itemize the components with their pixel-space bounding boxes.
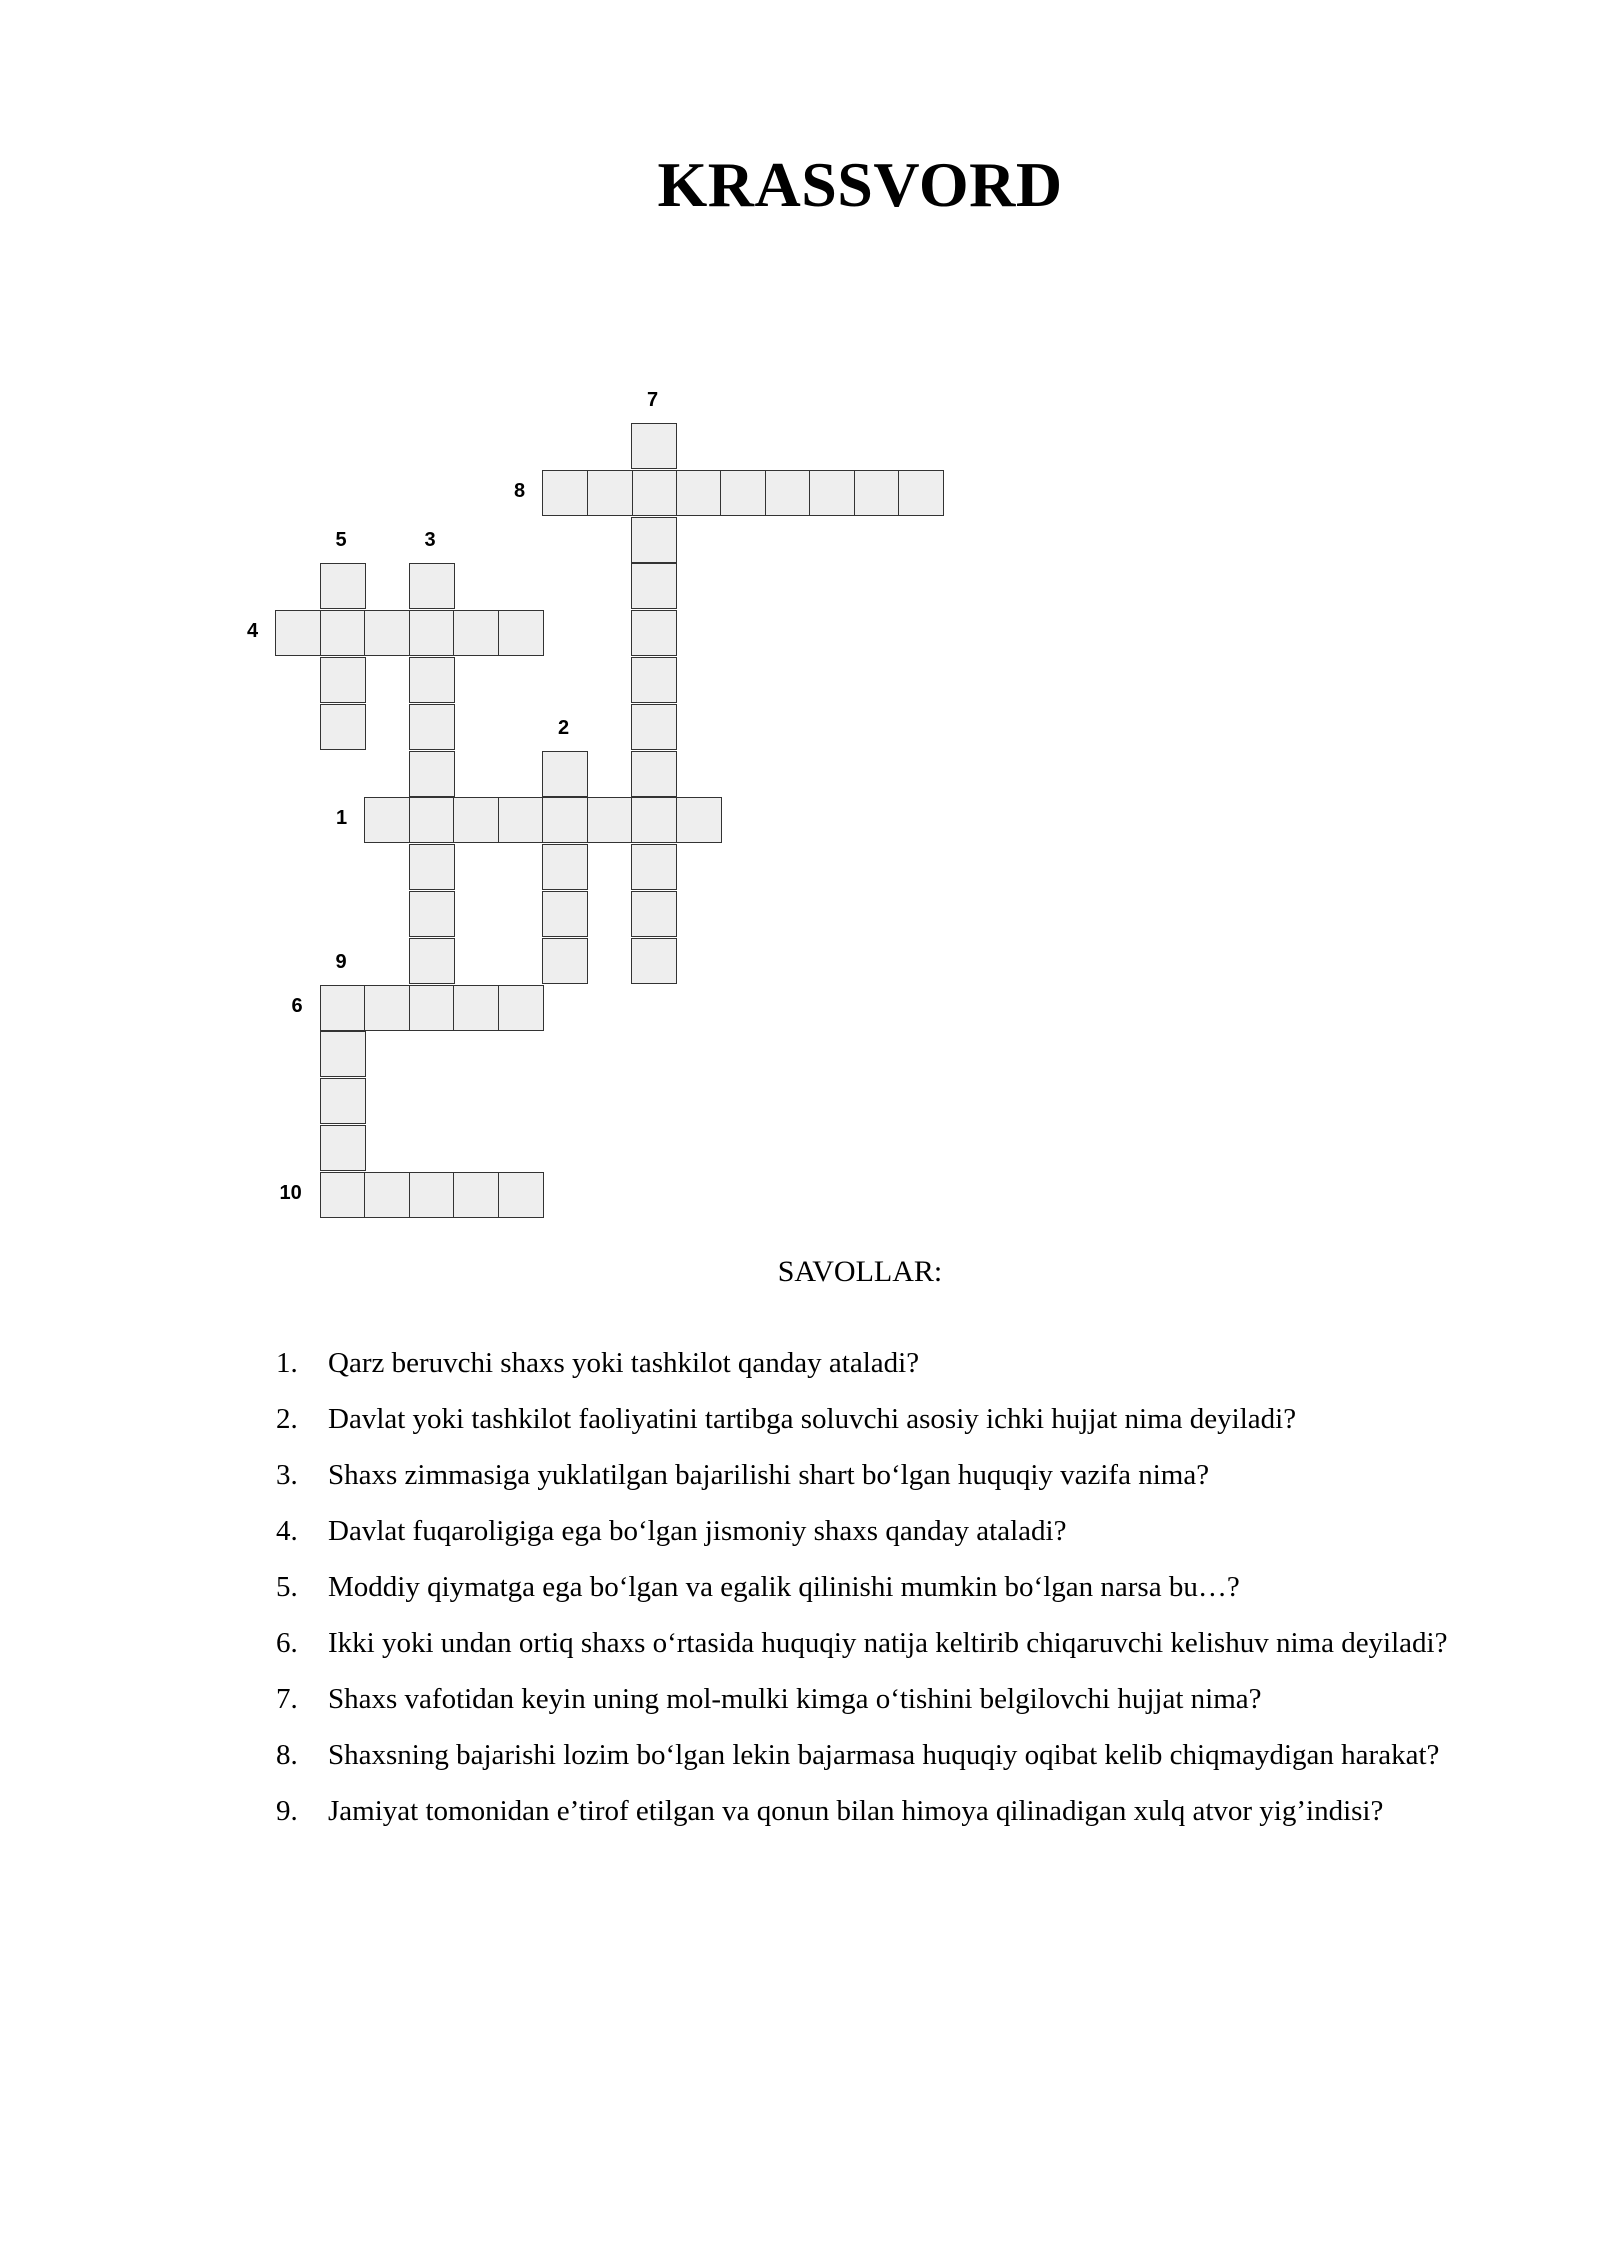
question-text: Ikki yoki undan ortiq shaxs o‘rtasida huquqiy natija keltirib chiqaruvchi kelishuv nima deyiladi?	[328, 1627, 1448, 1659]
crossword-cell[interactable]	[542, 751, 588, 797]
crossword-cell[interactable]	[320, 1031, 366, 1077]
page-title: KRASSVORD	[657, 149, 1063, 220]
crossword-cell[interactable]	[498, 610, 544, 656]
question-item	[276, 1783, 1492, 1839]
question-item	[276, 1671, 1492, 1727]
question-item	[276, 1727, 1492, 1783]
clue-number: 10	[279, 1181, 302, 1204]
crossword-cell[interactable]	[631, 797, 677, 843]
crossword-cell[interactable]	[498, 797, 544, 843]
clue-number: 6	[291, 994, 303, 1017]
crossword-cell[interactable]	[765, 470, 811, 516]
question-text: Moddiy qiymatga ega bo‘lgan va egalik qilinishi mumkin bo‘lgan narsa bu…?	[328, 1571, 1240, 1603]
crossword-cell[interactable]	[320, 1172, 366, 1218]
question-text: Shaxsning bajarishi lozim bo‘lgan lekin bajarmasa huquqiy oqibat kelib chiqmaydigan harakat?	[328, 1739, 1440, 1771]
crossword-cell[interactable]	[364, 797, 410, 843]
crossword-cell[interactable]	[809, 470, 855, 516]
clue-number: 8	[514, 479, 526, 502]
questions-list	[276, 1335, 1492, 1839]
crossword-cell[interactable]	[320, 610, 366, 656]
crossword-cell[interactable]	[720, 470, 766, 516]
crossword-cell[interactable]	[542, 938, 588, 984]
crossword-cell[interactable]	[542, 470, 588, 516]
crossword-cell[interactable]	[631, 657, 677, 703]
question-number: 1.	[276, 1347, 298, 1379]
crossword-cell[interactable]	[453, 1172, 499, 1218]
crossword-cell[interactable]	[453, 985, 499, 1031]
clue-number: 5	[335, 529, 347, 552]
question-text: Qarz beruvchi shaxs yoki tashkilot qanday ataladi?	[328, 1347, 920, 1379]
crossword-cell[interactable]	[676, 797, 722, 843]
crossword-cell[interactable]	[587, 797, 633, 843]
question-number: 4.	[276, 1515, 298, 1547]
crossword-cell[interactable]	[409, 610, 455, 656]
crossword-cell[interactable]	[275, 610, 321, 656]
question-text: Davlat yoki tashkilot faoliyatini tartibga soluvchi asosiy ichki hujjat nima deyiladi?	[328, 1403, 1297, 1435]
question-number: 3.	[276, 1459, 298, 1491]
crossword-cell[interactable]	[542, 797, 588, 843]
crossword-cell[interactable]	[631, 751, 677, 797]
crossword-cell[interactable]	[587, 470, 633, 516]
question-item	[276, 1391, 1492, 1447]
question-number: 7.	[276, 1683, 298, 1715]
crossword-cell[interactable]	[631, 470, 677, 516]
crossword-cell[interactable]	[409, 797, 455, 843]
crossword-cell[interactable]	[631, 891, 677, 937]
question-item	[276, 1447, 1492, 1503]
crossword-cell[interactable]	[631, 610, 677, 656]
crossword-cell[interactable]	[409, 1172, 455, 1218]
crossword-cell[interactable]	[364, 985, 410, 1031]
question-text: Jamiyat tomonidan e’tirof etilgan va qonun bilan himoya qilinadigan xulq atvor yig’indisi?	[328, 1795, 1384, 1827]
question-item	[276, 1503, 1492, 1559]
clue-number: 7	[647, 389, 659, 411]
crossword-cell[interactable]	[364, 1172, 410, 1218]
crossword-cell[interactable]	[453, 610, 499, 656]
crossword-cell[interactable]	[320, 704, 366, 750]
crossword-cell[interactable]	[542, 844, 588, 890]
crossword-cell[interactable]	[854, 470, 900, 516]
crossword-cell[interactable]	[409, 985, 455, 1031]
crossword-cell[interactable]	[409, 891, 455, 937]
crossword-cell[interactable]	[631, 563, 677, 609]
crossword-cell[interactable]	[320, 985, 366, 1031]
crossword-cell[interactable]	[409, 751, 455, 797]
question-number: 6.	[276, 1627, 298, 1659]
clue-number: 1	[336, 807, 348, 830]
question-number: 5.	[276, 1571, 298, 1603]
crossword-cell[interactable]	[409, 844, 455, 890]
question-number: 2.	[276, 1403, 298, 1435]
crossword-cell[interactable]	[364, 610, 410, 656]
crossword-cell[interactable]	[631, 844, 677, 890]
questions-heading: SAVOLLAR:	[777, 1255, 943, 1288]
crossword-cell[interactable]	[631, 423, 677, 469]
crossword-cell[interactable]	[409, 938, 455, 984]
crossword-cell[interactable]	[631, 938, 677, 984]
question-text: Davlat fuqaroligiga ega bo‘lgan jismoniy shaxs qanday ataladi?	[328, 1515, 1067, 1547]
crossword-cell[interactable]	[320, 657, 366, 703]
crossword-cell[interactable]	[498, 985, 544, 1031]
crossword-cell[interactable]	[320, 1125, 366, 1171]
crossword-cell[interactable]	[409, 563, 455, 609]
crossword-cell[interactable]	[631, 704, 677, 750]
question-item	[276, 1615, 1492, 1671]
crossword-cell[interactable]	[542, 891, 588, 937]
question-item	[276, 1559, 1492, 1615]
crossword-cell[interactable]	[409, 704, 455, 750]
clue-number: 4	[247, 620, 259, 643]
crossword-cell[interactable]	[320, 563, 366, 609]
clue-number: 9	[335, 950, 347, 973]
crossword-cell[interactable]	[498, 1172, 544, 1218]
crossword-cell[interactable]	[676, 470, 722, 516]
clue-number: 2	[558, 716, 570, 739]
question-number: 9.	[276, 1795, 298, 1827]
crossword-cell[interactable]	[453, 797, 499, 843]
question-number: 8.	[276, 1739, 298, 1771]
crossword-cell[interactable]	[898, 470, 944, 516]
crossword-cell[interactable]	[631, 517, 677, 563]
clue-number: 3	[424, 529, 436, 552]
crossword-cell[interactable]	[320, 1078, 366, 1124]
question-text: Shaxs vafotidan keyin uning mol-mulki kimga o‘tishini belgilovchi hujjat nima?	[328, 1683, 1262, 1715]
question-text: Shaxs zimmasiga yuklatilgan bajarilishi shart bo‘lgan huquqiy vazifa nima?	[328, 1459, 1210, 1491]
question-item	[276, 1335, 1492, 1391]
crossword-cell[interactable]	[409, 657, 455, 703]
